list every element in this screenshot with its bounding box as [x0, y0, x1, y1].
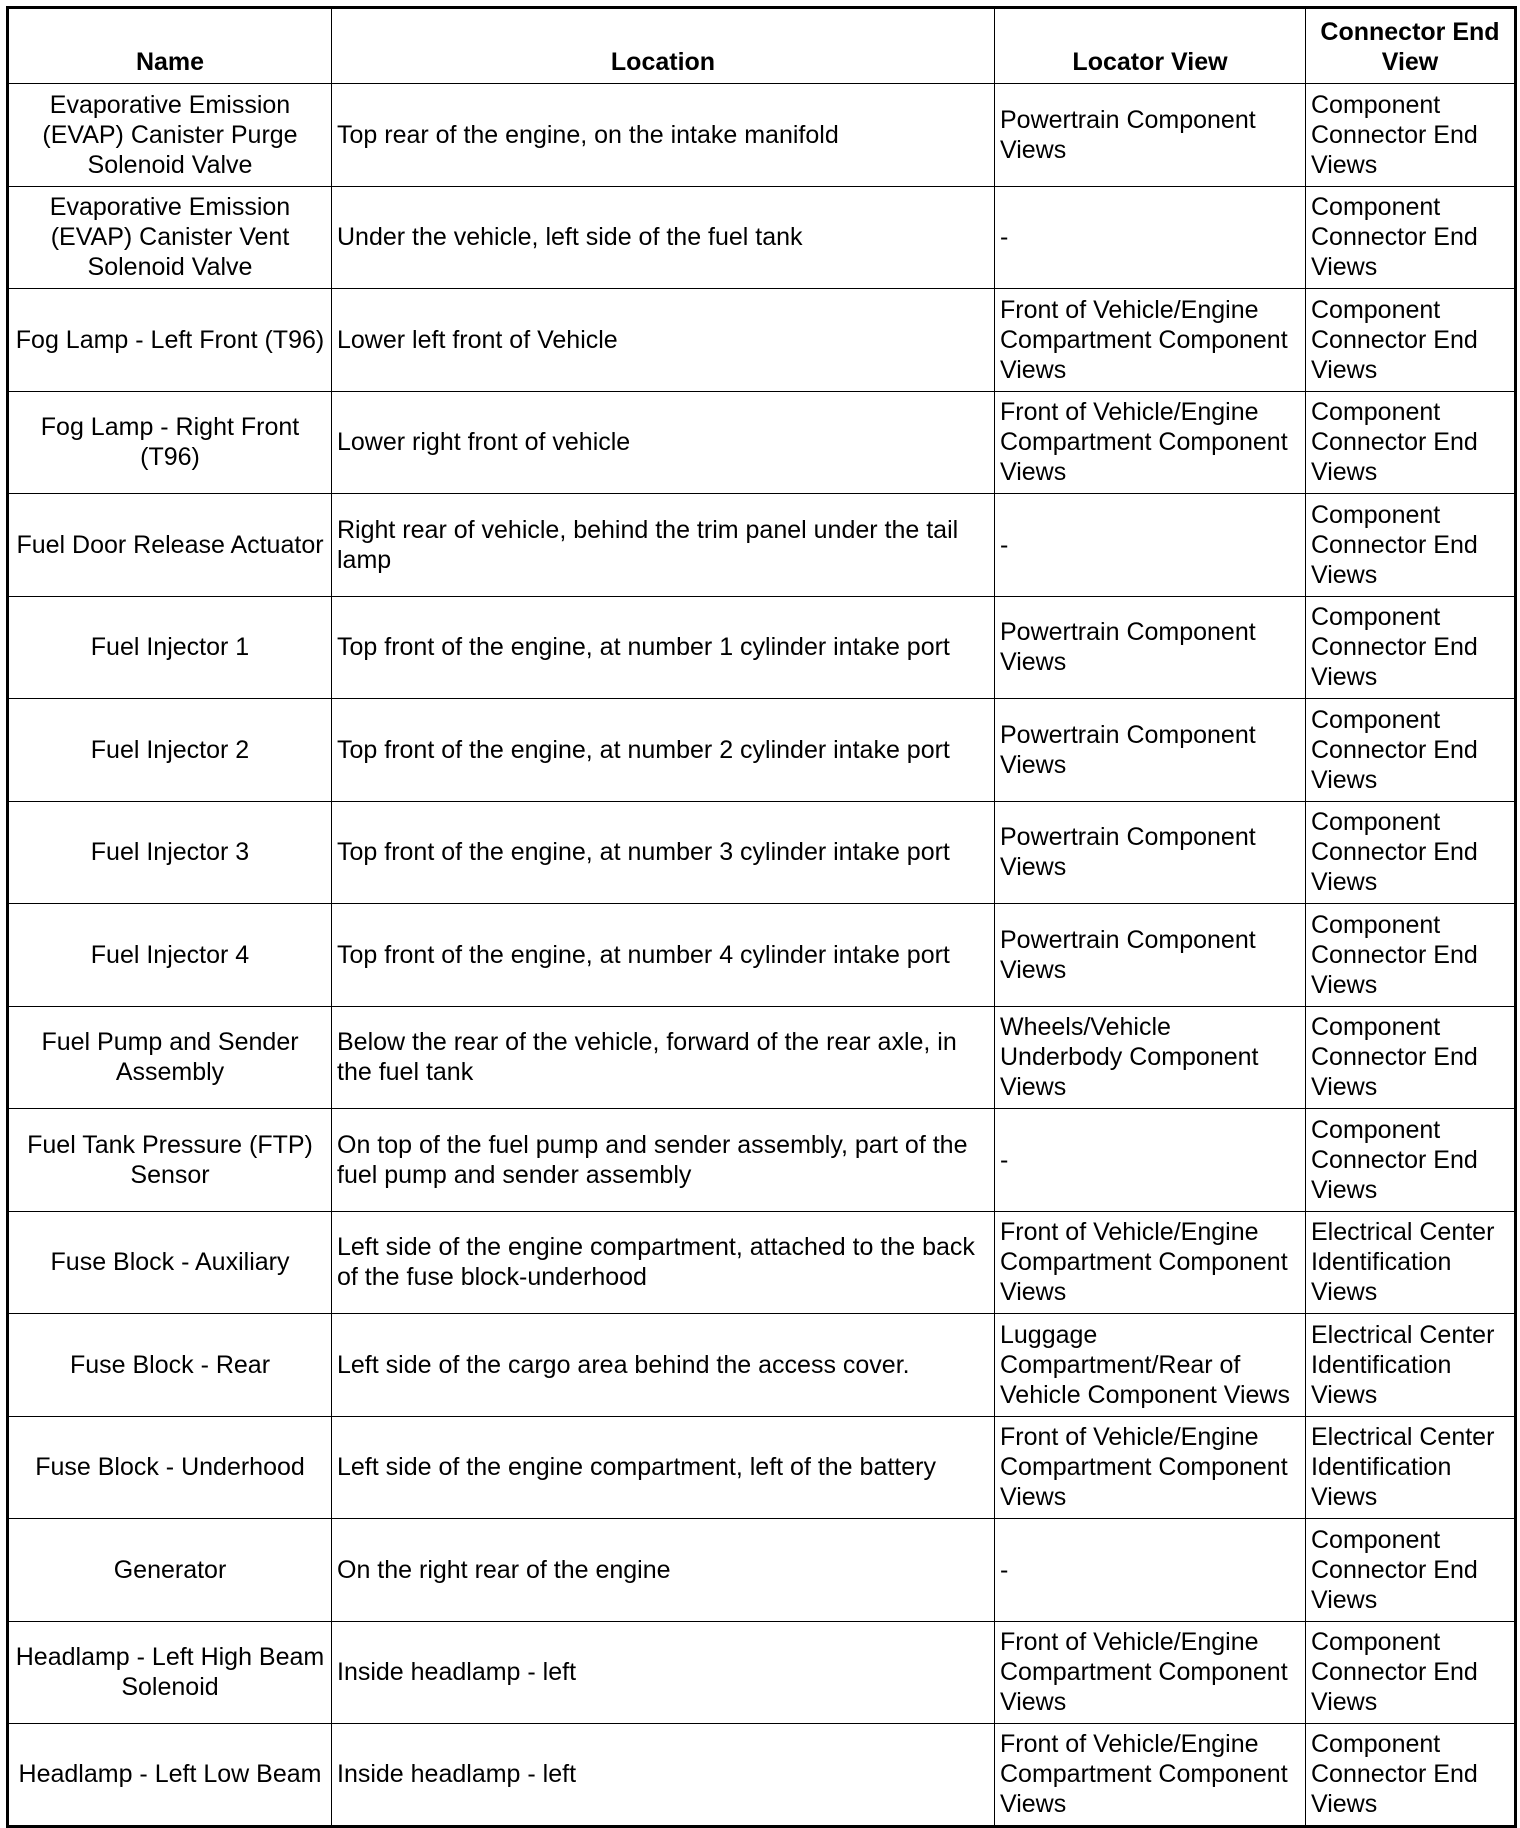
cell-name: Fuel Injector 1 [8, 596, 332, 699]
cell-locator-view: Powertrain Component Views [995, 801, 1306, 904]
table-row [8, 1724, 1516, 1827]
header-locator-view: Locator View [995, 8, 1306, 84]
cell-name: Fuel Injector 2 [8, 699, 332, 802]
cell-locator-view: Powertrain Component Views [995, 699, 1306, 802]
cell-locator-view: Front of Vehicle/Engine Compartment Component Views [995, 1211, 1306, 1314]
header-connector-end-view: Connector End View [1306, 8, 1516, 84]
table-row [8, 494, 1516, 597]
table-row [8, 391, 1516, 494]
table-row [8, 1109, 1516, 1212]
table-row [8, 1519, 1516, 1622]
table-row [8, 596, 1516, 699]
cell-location: Top front of the engine, at number 4 cylinder intake port [332, 904, 995, 1007]
header-name: Name [8, 8, 332, 84]
cell-location: Left side of the cargo area behind the access cover. [332, 1314, 995, 1417]
cell-location: Lower left front of Vehicle [332, 289, 995, 392]
cell-name: Fuel Injector 4 [8, 904, 332, 1007]
cell-locator-view: Powertrain Component Views [995, 84, 1306, 187]
cell-name: Headlamp - Left High Beam Solenoid [8, 1621, 332, 1724]
cell-locator-view: - [995, 186, 1306, 289]
table-body [8, 84, 1516, 1827]
cell-name: Generator [8, 1519, 332, 1622]
cell-locator-view: - [995, 1519, 1306, 1622]
cell-location: Right rear of vehicle, behind the trim panel under the tail lamp [332, 494, 995, 597]
cell-locator-view: Powertrain Component Views [995, 596, 1306, 699]
cell-locator-view: Front of Vehicle/Engine Compartment Component Views [995, 391, 1306, 494]
cell-name: Headlamp - Left Low Beam [8, 1724, 332, 1827]
cell-location: Lower right front of vehicle [332, 391, 995, 494]
cell-location: Inside headlamp - left [332, 1621, 995, 1724]
cell-location: On the right rear of the engine [332, 1519, 995, 1622]
cell-locator-view: - [995, 1109, 1306, 1212]
cell-connector-end-view: Component Connector End Views [1306, 596, 1516, 699]
cell-location: Top front of the engine, at number 1 cylinder intake port [332, 596, 995, 699]
cell-name: Fuse Block - Rear [8, 1314, 332, 1417]
table-row [8, 186, 1516, 289]
cell-locator-view: Front of Vehicle/Engine Compartment Component Views [995, 1621, 1306, 1724]
table-row [8, 1211, 1516, 1314]
cell-connector-end-view: Component Connector End Views [1306, 84, 1516, 187]
cell-locator-view: Wheels/Vehicle Underbody Component Views [995, 1006, 1306, 1109]
cell-name: Fog Lamp - Right Front (T96) [8, 391, 332, 494]
table-row [8, 904, 1516, 1007]
cell-connector-end-view: Component Connector End Views [1306, 904, 1516, 1007]
table-row [8, 699, 1516, 802]
cell-connector-end-view: Component Connector End Views [1306, 1621, 1516, 1724]
cell-location: Under the vehicle, left side of the fuel tank [332, 186, 995, 289]
cell-name: Fog Lamp - Left Front (T96) [8, 289, 332, 392]
cell-connector-end-view: Component Connector End Views [1306, 801, 1516, 904]
table-row [8, 1314, 1516, 1417]
cell-connector-end-view: Component Connector End Views [1306, 494, 1516, 597]
cell-name: Fuel Injector 3 [8, 801, 332, 904]
cell-location: Top front of the engine, at number 2 cylinder intake port [332, 699, 995, 802]
component-locator-table [6, 6, 1517, 1828]
cell-connector-end-view: Electrical Center Identification Views [1306, 1416, 1516, 1519]
cell-connector-end-view: Electrical Center Identification Views [1306, 1211, 1516, 1314]
table-row [8, 1416, 1516, 1519]
cell-locator-view: Powertrain Component Views [995, 904, 1306, 1007]
cell-locator-view: Front of Vehicle/Engine Compartment Component Views [995, 1724, 1306, 1827]
cell-name: Fuse Block - Auxiliary [8, 1211, 332, 1314]
table-row [8, 1621, 1516, 1724]
header-location: Location [332, 8, 995, 84]
cell-locator-view: Front of Vehicle/Engine Compartment Component Views [995, 1416, 1306, 1519]
cell-connector-end-view: Component Connector End Views [1306, 1519, 1516, 1622]
cell-connector-end-view: Component Connector End Views [1306, 1109, 1516, 1212]
cell-connector-end-view: Component Connector End Views [1306, 186, 1516, 289]
cell-name: Fuel Pump and Sender Assembly [8, 1006, 332, 1109]
cell-name: Fuse Block - Underhood [8, 1416, 332, 1519]
cell-location: On top of the fuel pump and sender assembly, part of the fuel pump and sender assembly [332, 1109, 995, 1212]
cell-locator-view: - [995, 494, 1306, 597]
table-row [8, 1006, 1516, 1109]
cell-connector-end-view: Component Connector End Views [1306, 391, 1516, 494]
cell-connector-end-view: Electrical Center Identification Views [1306, 1314, 1516, 1417]
cell-location: Left side of the engine compartment, left of the battery [332, 1416, 995, 1519]
table-row [8, 801, 1516, 904]
cell-connector-end-view: Component Connector End Views [1306, 1724, 1516, 1827]
cell-location: Top rear of the engine, on the intake manifold [332, 84, 995, 187]
header-row [8, 8, 1516, 84]
cell-connector-end-view: Component Connector End Views [1306, 1006, 1516, 1109]
cell-name: Evaporative Emission (EVAP) Canister Vent Solenoid Valve [8, 186, 332, 289]
cell-location: Below the rear of the vehicle, forward of the rear axle, in the fuel tank [332, 1006, 995, 1109]
table-row [8, 289, 1516, 392]
cell-location: Inside headlamp - left [332, 1724, 995, 1827]
cell-name: Fuel Tank Pressure (FTP) Sensor [8, 1109, 332, 1212]
cell-location: Top front of the engine, at number 3 cylinder intake port [332, 801, 995, 904]
cell-connector-end-view: Component Connector End Views [1306, 699, 1516, 802]
cell-locator-view: Front of Vehicle/Engine Compartment Component Views [995, 289, 1306, 392]
cell-location: Left side of the engine compartment, attached to the back of the fuse block-underhood [332, 1211, 995, 1314]
cell-name: Fuel Door Release Actuator [8, 494, 332, 597]
cell-connector-end-view: Component Connector End Views [1306, 289, 1516, 392]
cell-name: Evaporative Emission (EVAP) Canister Purge Solenoid Valve [8, 84, 332, 187]
table-row [8, 84, 1516, 187]
cell-locator-view: Luggage Compartment/Rear of Vehicle Component Views [995, 1314, 1306, 1417]
